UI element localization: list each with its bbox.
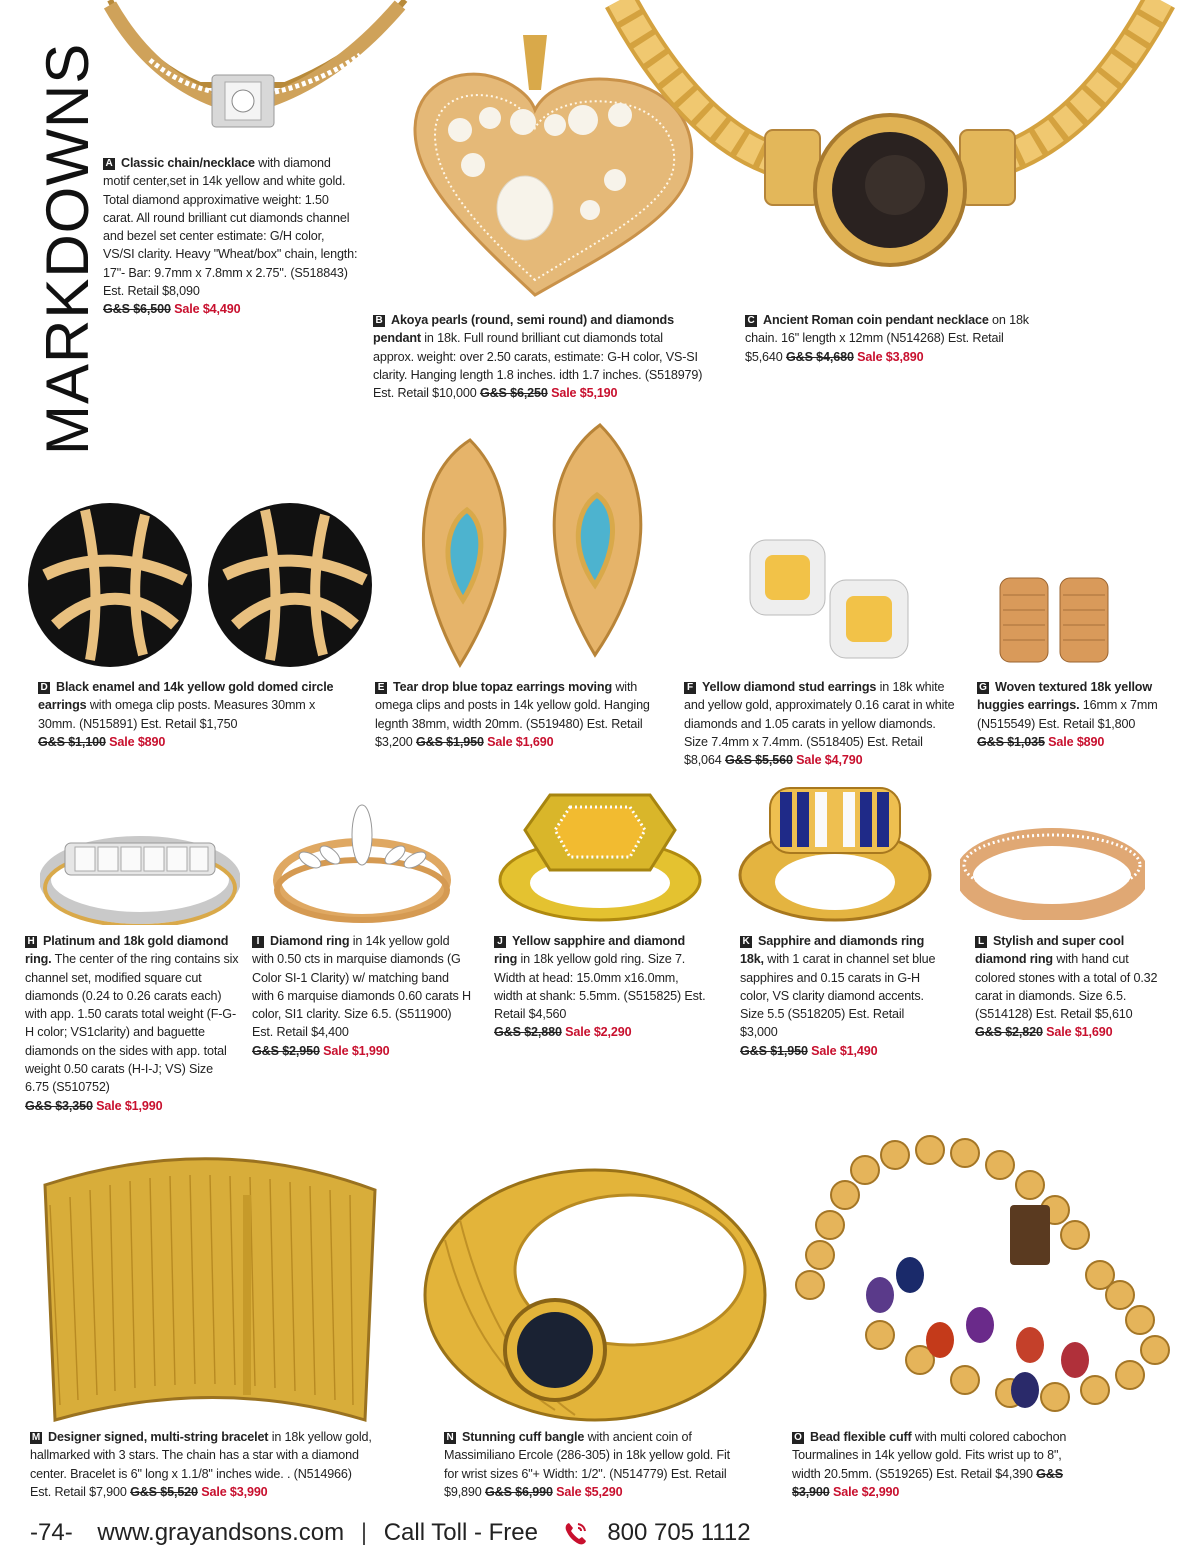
gs-price: G&S $6,500: [103, 302, 171, 317]
page-footer: [30, 1518, 1180, 1552]
product-image-h[interactable]: [40, 825, 240, 925]
product-details: with multi colored cabochon Tourmalines in 14k yellow gold. Fits wrist up to 8", width 20.5mm. (S519265) Est. Retail $4,390: [792, 1430, 1067, 1481]
product-details: with omega clips and posts in 14k yellow gold. Hanging legnth 38mm, width 20mm. (S519480) Est. Retail $3,200: [375, 680, 650, 749]
item-letter: I: [252, 936, 264, 948]
item-letter: N: [444, 1432, 456, 1444]
product-desc-l: [975, 932, 1160, 1042]
product-name: Woven textured 18k yellow huggies earrings.: [977, 680, 1152, 713]
sale-price: Sale $4,490: [174, 302, 241, 317]
gs-price: G&S $1,950: [415, 734, 484, 749]
gs-price: G&S $2,820: [975, 1025, 1043, 1040]
product-image-c[interactable]: [600, 0, 1180, 290]
gs-price: G&S $6,990: [484, 1484, 553, 1499]
product-details: with hand cut colored stones with a total of 0.32 carat in diamonds. Size 6.5. (S514128) Est. Retail $5,610: [975, 952, 1158, 1022]
product-details: with 1 carat in channel set blue sapphires and 0.15 carats in G-H color, VS clarity diamond accents. Size 5.5 (S518205) Est. Retail $3,000: [740, 952, 936, 1040]
gs-price: G&S $1,100: [38, 734, 106, 749]
product-name: Akoya pearls (round, semi round) and diamonds pendant: [373, 313, 674, 346]
product-desc-j: [494, 932, 709, 1042]
product-image-j[interactable]: [495, 785, 705, 925]
phone-number[interactable]: 800 705 1112: [607, 1519, 751, 1546]
sale-price: Sale $1,990: [323, 1043, 390, 1058]
sale-price: Sale $5,190: [551, 386, 618, 401]
sale-price: Sale $5,290: [556, 1484, 623, 1499]
item-letter: F: [684, 682, 696, 694]
phone-icon: [561, 1518, 591, 1548]
item-letter: G: [977, 682, 989, 694]
item-letter: E: [375, 682, 387, 694]
product-name: Black enamel and 14k yellow gold domed circle earrings: [38, 680, 334, 713]
gs-price: G&S $3,350: [25, 1098, 93, 1113]
product-image-l[interactable]: [960, 820, 1145, 920]
product-image-g[interactable]: [995, 575, 1115, 665]
product-name: Yellow sapphire and diamond ring: [494, 934, 685, 967]
sale-price: Sale $4,790: [796, 753, 863, 768]
product-desc-i: [252, 932, 472, 1060]
product-image-d[interactable]: [25, 495, 375, 675]
product-image-a[interactable]: [70, 0, 415, 140]
product-desc-n: [444, 1428, 744, 1501]
gs-price: G&S $2,950: [252, 1043, 320, 1058]
product-image-f[interactable]: [745, 530, 925, 665]
item-letter: A: [103, 158, 115, 170]
product-name: Stylish and super cool diamond ring: [975, 934, 1125, 967]
gs-price: G&S $5,520: [130, 1484, 198, 1499]
product-name: Yellow diamond stud earrings: [702, 680, 877, 694]
product-name: Designer signed, multi-string bracelet: [48, 1430, 269, 1444]
product-details: with diamond motif center,set in 14k yellow and white gold. Total diamond approximative weight: 1.50 carat. All round brilliant cut diamonds channel and bezel set center estimate: G/H color, VS/SI clarity. Heavy "Wheat/box" chain, length: 17"- Bar: 9.7mm x 7.8mm x 2.75". (S518843) Est. Retail $8,090: [103, 156, 358, 299]
item-letter: J: [494, 936, 506, 948]
product-name: Ancient Roman coin pendant necklace: [763, 313, 989, 327]
product-desc-b: [373, 311, 703, 402]
product-details: 16mm x 7mm (N515549) Est. Retail $1,800: [977, 698, 1158, 731]
product-name: Stunning cuff bangle: [462, 1430, 585, 1444]
gs-price: G&S $3,900: [792, 1466, 1064, 1499]
product-details: in 18k yellow gold, hallmarked with 3 stars. The chain has a star with a diamond center. Bracelet is 6" long x 1.1/8" inches wide. . (N514966) Est. Retail $7,900: [30, 1430, 372, 1499]
sale-price: Sale $890: [109, 734, 166, 749]
item-letter: M: [31, 1432, 41, 1443]
product-details: The center of the ring contains six channel set, modified square cut diamonds (0.24 to 0.26 carats each) with app. 1.50 carats total weight (F-G-H color; VS1clarity) and baguette diamonds on the sides with app. total weight 0.50 carats (H-I-J; VS) Size 6.75 (S510752): [25, 952, 239, 1095]
item-letter: H: [25, 936, 37, 948]
product-desc-c: [745, 311, 1035, 366]
gs-price: G&S $1,950: [740, 1043, 808, 1058]
gs-price: G&S $6,250: [479, 386, 548, 401]
product-desc-d: [38, 678, 338, 751]
gs-price: G&S $2,880: [494, 1025, 562, 1040]
sale-price: Sale $1,990: [96, 1098, 163, 1113]
product-image-n[interactable]: [415, 1160, 770, 1425]
product-details: in 18k. Full round brilliant cut diamonds total approx. weight: over 2.50 carats, estimate: G-H color, VS-SI clarity. Hanging length 1.8 inches. idth 1.7 inches. (S518979) Est. Retail $10,000: [373, 331, 703, 401]
product-name: Tear drop blue topaz earrings moving: [393, 680, 612, 694]
website-link[interactable]: www.grayandsons.com: [97, 1519, 345, 1546]
sale-price: Sale $3,890: [857, 349, 924, 364]
product-image-e[interactable]: [405, 415, 670, 670]
footer-separator: |: [360, 1519, 368, 1546]
item-letter: L: [975, 936, 987, 948]
sale-price: Sale $1,490: [811, 1043, 878, 1058]
sale-price: Sale $1,690: [487, 734, 554, 749]
page-number: -74-: [30, 1519, 73, 1546]
section-title: MARKDOWNS: [34, 42, 101, 455]
sale-price: Sale $1,690: [1046, 1025, 1113, 1040]
item-letter: B: [373, 315, 385, 327]
item-letter: K: [740, 936, 752, 948]
product-name: Bead flexible cuff: [810, 1430, 912, 1444]
product-name: Sapphire and diamonds ring 18k,: [740, 934, 925, 967]
product-image-k[interactable]: [735, 780, 935, 925]
product-details: with ancient coin of Massimiliano Ercole (286-305) in 18k yellow gold. Fit for wrist sizes 6"+ Width: 1/2". (N514779) Est. Retail $9,890: [444, 1430, 731, 1499]
product-name: Platinum and 18k gold diamond ring.: [25, 934, 229, 967]
product-image-i[interactable]: [270, 800, 455, 925]
item-letter: D: [38, 682, 50, 694]
product-desc-a: [103, 154, 358, 319]
product-details: in 18k white and yellow gold, approximately 0.16 carat in white diamonds and 1.05 carats in yellow diamonds. Size 7.4mm x 7.4mm. (S518405) Est. Retail $8,064: [684, 680, 955, 768]
sale-price: Sale $3,990: [201, 1484, 268, 1499]
product-name: Diamond ring: [270, 934, 350, 948]
product-details: in 18k yellow gold ring. Size 7. Width at head: 15.0mm x16.0mm, width at shank: 5.5mm. (S515825) Est. Retail $4,560: [494, 952, 706, 1022]
product-details: with omega clip posts. Measures 30mm x 30mm. (N515891) Est. Retail $1,750: [38, 698, 316, 731]
item-letter: C: [745, 315, 757, 327]
product-desc-k: [740, 932, 945, 1060]
sale-price: Sale $890: [1048, 734, 1105, 749]
product-name: Classic chain/necklace: [121, 156, 255, 170]
product-details: on 18k chain. 16" length x 12mm (N514268) Est. Retail $5,640: [745, 313, 1029, 364]
product-image-m[interactable]: [15, 1135, 405, 1430]
gs-price: G&S $5,560: [724, 753, 793, 768]
gs-price: G&S $4,680: [785, 349, 854, 364]
product-desc-o: [792, 1428, 1092, 1501]
sale-price: Sale $2,290: [565, 1025, 632, 1040]
product-details: in 14k yellow gold with 0.50 cts in marquise diamonds (G Color SI-1 Clarity) w/ matching band with 6 marquise diamonds 0.60 carats H color, SI1 clarity. Size 6.5. (S511900) Est. Retail $4,400: [252, 934, 471, 1040]
call-text: Call Toll - Free: [383, 1519, 538, 1546]
product-desc-e: [375, 678, 665, 751]
product-desc-m: [30, 1428, 375, 1501]
gs-price: G&S $1,035: [977, 734, 1045, 749]
item-letter: O: [792, 1432, 804, 1444]
product-desc-g: [977, 678, 1177, 751]
product-desc-h: [25, 932, 240, 1115]
sale-price: Sale $2,990: [832, 1484, 900, 1499]
product-desc-f: [684, 678, 959, 769]
product-image-o[interactable]: [770, 1135, 1180, 1435]
